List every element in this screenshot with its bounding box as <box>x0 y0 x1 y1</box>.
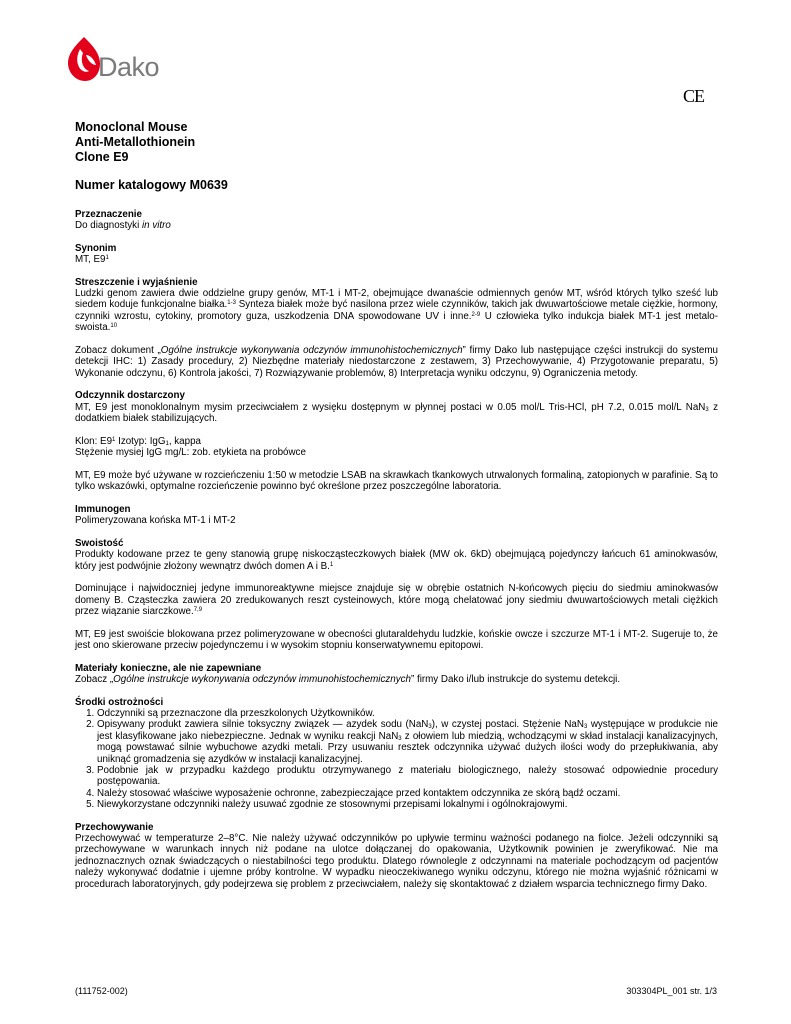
section-przeznaczenie <box>75 209 718 232</box>
section-streszczenie <box>75 277 718 380</box>
text-run: U człowieka tylko indukcja białek MT-1 jest metalo-swoista. <box>75 310 718 334</box>
section-przechowywanie <box>75 822 718 890</box>
section-heading: Synonim <box>75 242 117 254</box>
text-run: Izotyp: IgG <box>115 435 166 447</box>
paragraph <box>75 549 718 572</box>
paragraph: Przechowywać w temperaturze 2–8°C. Nie należy używać odczynników po upływie terminu ważności podanego na fiolce. Jeżeli odczynniki są przechowywane w warunkach innych niż podane na ulotce dołączanej do opakowania, Użytkownik powinien je zweryfikować. Nie ma jednoznacznych oznak świadczących o niestabilności tego produktu. Dlatego równolegle z odczynnami na materiale pochodzącym od pacjentów należy wykonywać dodatnie i ujemne próby kontrolne. W wypadku nieoczekiwanego wyniku odczynu, którego nie można wyjaśnić różnicami w procedurach laboratoryjnych, gdy podejrzewa się problem z przeciwciałem, należy się skontaktować z działem wsparcia technicznego firmy Dako. <box>75 833 718 890</box>
section-heading: Immunogen <box>75 503 131 515</box>
text-run: ), w czystej postaci. Stężenie NaN <box>431 719 584 731</box>
text-italic: Ogólne instrukcje wykonywania odczynów immunohistochemicznych <box>160 345 463 357</box>
paragraph <box>75 288 718 334</box>
text-italic: Ogólne instrukcje wykonywania odczynów immunohistochemicznych <box>113 674 411 686</box>
text-run: występujące w produkcie nie jest klasyfikowane jako niebezpieczne. Jednak w wyniku reakcji NaN <box>97 719 718 742</box>
paragraph <box>75 436 718 447</box>
subscript: 3 <box>705 406 709 413</box>
ref-sup: 7,9 <box>193 607 203 614</box>
synonym-text: MT, E9 <box>75 254 106 266</box>
catalog-number: Numer katalogowy M0639 <box>75 178 228 192</box>
precautions-list <box>75 708 718 811</box>
section-heading: Swoistość <box>75 537 124 549</box>
text-run: Opisywany produkt zawiera silnie toksyczny związek — azydek sodu (NaN <box>97 719 429 731</box>
list-item: 3. Podobnie jak w przypadku każdego produktu otrzymywanego z materiału biologicznego, należy stosować odpowiednie procedury postępowania. <box>97 765 718 788</box>
list-item: 1. Odczynniki są przeznaczone dla przeszkolonych Użytkowników. <box>97 708 718 719</box>
text-run: Ludzki genom zawiera dwie oddzielne grupy genów, MT-1 i MT-2, obejmujące dwanaście odmiennych genów MT, wśród których tylko sześć lub siedem koduje funkcjonalne białka. <box>75 288 718 311</box>
subscript: 3 <box>398 735 402 742</box>
section-synonim <box>75 243 718 266</box>
ref-sup: 1-3 <box>227 300 236 307</box>
dako-logo-text: Dako <box>98 52 160 82</box>
ref-sup: 1 <box>105 255 109 262</box>
section-immunogen <box>75 504 718 527</box>
text-run: ” firmy Dako lub następujące części instrukcji do systemu detekcji IHC: 1) Zasady procedury, 2) Niezbędne materiały niedostarczone z zestawem, 3) Przechowywanie, 4) Przygotowanie preparatu, 5) Wykonanie odczynu, 6) Kontrola jakości, 7) Rozwiązywanie problemów, 8) Interpretacja wyniku odczynu, 9) Ograniczenia metody. <box>75 345 718 379</box>
section-heading: Odczynnik dostarczony <box>75 390 185 402</box>
product-title <box>75 120 195 165</box>
text-run: ” firmy Dako i/lub instrukcje do systemu detekcji. <box>410 674 621 686</box>
footer-page-number: 303304PL_001 str. 1/3 <box>626 986 717 996</box>
paragraph <box>75 345 718 379</box>
section-heading: Przeznaczenie <box>75 209 142 220</box>
title-line-2: Anti-Metallothionein <box>75 135 196 149</box>
text-run: z dodatkiem białek stabilizujących. <box>75 401 718 425</box>
list-item <box>97 719 718 765</box>
text-run: Synteza białek może być nasilona przez wiele czynników, takich jak dwuwartościowe metale ciężkie, hormony, czynniki wzrostu, cytokiny, promotory guza, uszkodzenia DNA spowodowane UV i inne. <box>75 299 718 322</box>
text-run: MT, E9 jest monoklonalnym mysim przeciwciałem z wysięku dostępnym w płynnej postaci w 0.05 mol/L Tris-HCl, pH 7.2, 0.015 mol/L NaN <box>75 401 706 413</box>
paragraph: MT, E9 jest swoiście blokowana przez polimeryzowane w obecności glutaraldehydu ludzkie, końskie owcze i szczurze MT-1 i MT-2. Sugeruje to, że jest ono skierowane przeciw pojedynczemu i w wysokim stopniu konserwatywnemu epitopowi. <box>75 628 718 652</box>
title-line-3: Clone E9 <box>75 150 129 164</box>
paragraph: Stężenie mysiej IgG mg/L: zob. etykieta na probówce <box>75 447 306 459</box>
text-run: Produkty kodowane przez te geny stanowią grupę niskocząsteczkowych białek (MW ok. 6kD) obejmującą pojedynczy łańcuch 61 aminokwasów, który jest podwójnie złożony wewnątrz dwóch domen A i B. <box>75 549 718 572</box>
section-heading: Przechowywanie <box>75 821 154 833</box>
text-run: Dominujące i najwidoczniej jedyne immunoreaktywne miejsce znajduje się w obrębie ostatnich N-końcowych pięciu do siedmiu aminokwasów domeny B. Cząsteczka zawiera 20 zredukowanych reszt cysteinowych, które mogą chelatować jony siedmiu dwuwartościowych metali ciężkich przez wiązanie siarczkowe. <box>75 583 718 618</box>
text-run: , kappa <box>168 435 201 447</box>
ce-mark: CE <box>683 86 705 106</box>
ref-sup: 2-9 <box>471 311 481 318</box>
section-heading: Materiały konieczne, ale nie zapewniane <box>75 662 262 674</box>
paragraph: MT, E9 może być używane w rozcieńczeniu 1:50 w metodzie LSAB na skrawkach tkankowych utrwalonych formaliną, zatopionych w parafinie. Są to tylko wskazówki, optymalne rozcieńczenie powinno być określone przez poszczególne laboratoria. <box>75 470 718 493</box>
intended-use-italic: in vitro <box>141 220 171 232</box>
subscript: 1 <box>165 440 169 447</box>
list-item: 4. Należy stosować właściwe wyposażenie ochronne, zabezpieczające przed kontaktem odczynnika ze skórą bądź oczami. <box>97 788 718 799</box>
text-run: z ołowiem lub miedzią, wchodzącymi w skład instalacji kanalizacyjnych, mogą powstawać silnie wybuchowe azydki metali. Przy usuwaniu resztek odczynnika używać dużych ilości wody do przepłukiwania, aby uniknąć gromadzenia się azydków w instalacji kanalizacyjnej. <box>97 730 718 765</box>
paragraph <box>75 402 718 425</box>
subscript: 3 <box>583 724 588 731</box>
footer-doc-code: (111752-002) <box>75 986 128 996</box>
section-heading: Streszczenie i wyjaśnienie <box>75 276 198 288</box>
text-run: Zobacz „ <box>75 674 114 686</box>
ref-sup: 10 <box>110 323 118 330</box>
text-run: Zobacz dokument „ <box>75 345 161 357</box>
list-item: 5. Niewykorzystane odczynniki należy usuwać zgodnie ze stosownymi przepisami lokalnymi i ogólnokrajowymi. <box>97 799 718 810</box>
section-srodki <box>75 697 718 811</box>
dako-drop-icon <box>68 37 100 81</box>
document-body <box>75 209 718 901</box>
text-run: Klon: E9 <box>75 435 113 447</box>
section-materialy <box>75 663 718 686</box>
intended-use-text: Do diagnostyki <box>75 220 142 232</box>
paragraph <box>75 583 718 617</box>
ref-sup: 1 <box>329 561 334 568</box>
section-swoistosc <box>75 538 718 652</box>
paragraph <box>75 674 718 685</box>
section-odczynnik <box>75 390 718 493</box>
subscript: 3 <box>428 724 432 731</box>
title-line-1: Monoclonal Mouse <box>75 120 188 134</box>
ref-sup: 1 <box>112 436 116 443</box>
paragraph: Polimeryzowana końska MT-1 i MT-2 <box>75 515 236 527</box>
section-heading: Środki ostrożności <box>75 696 164 708</box>
